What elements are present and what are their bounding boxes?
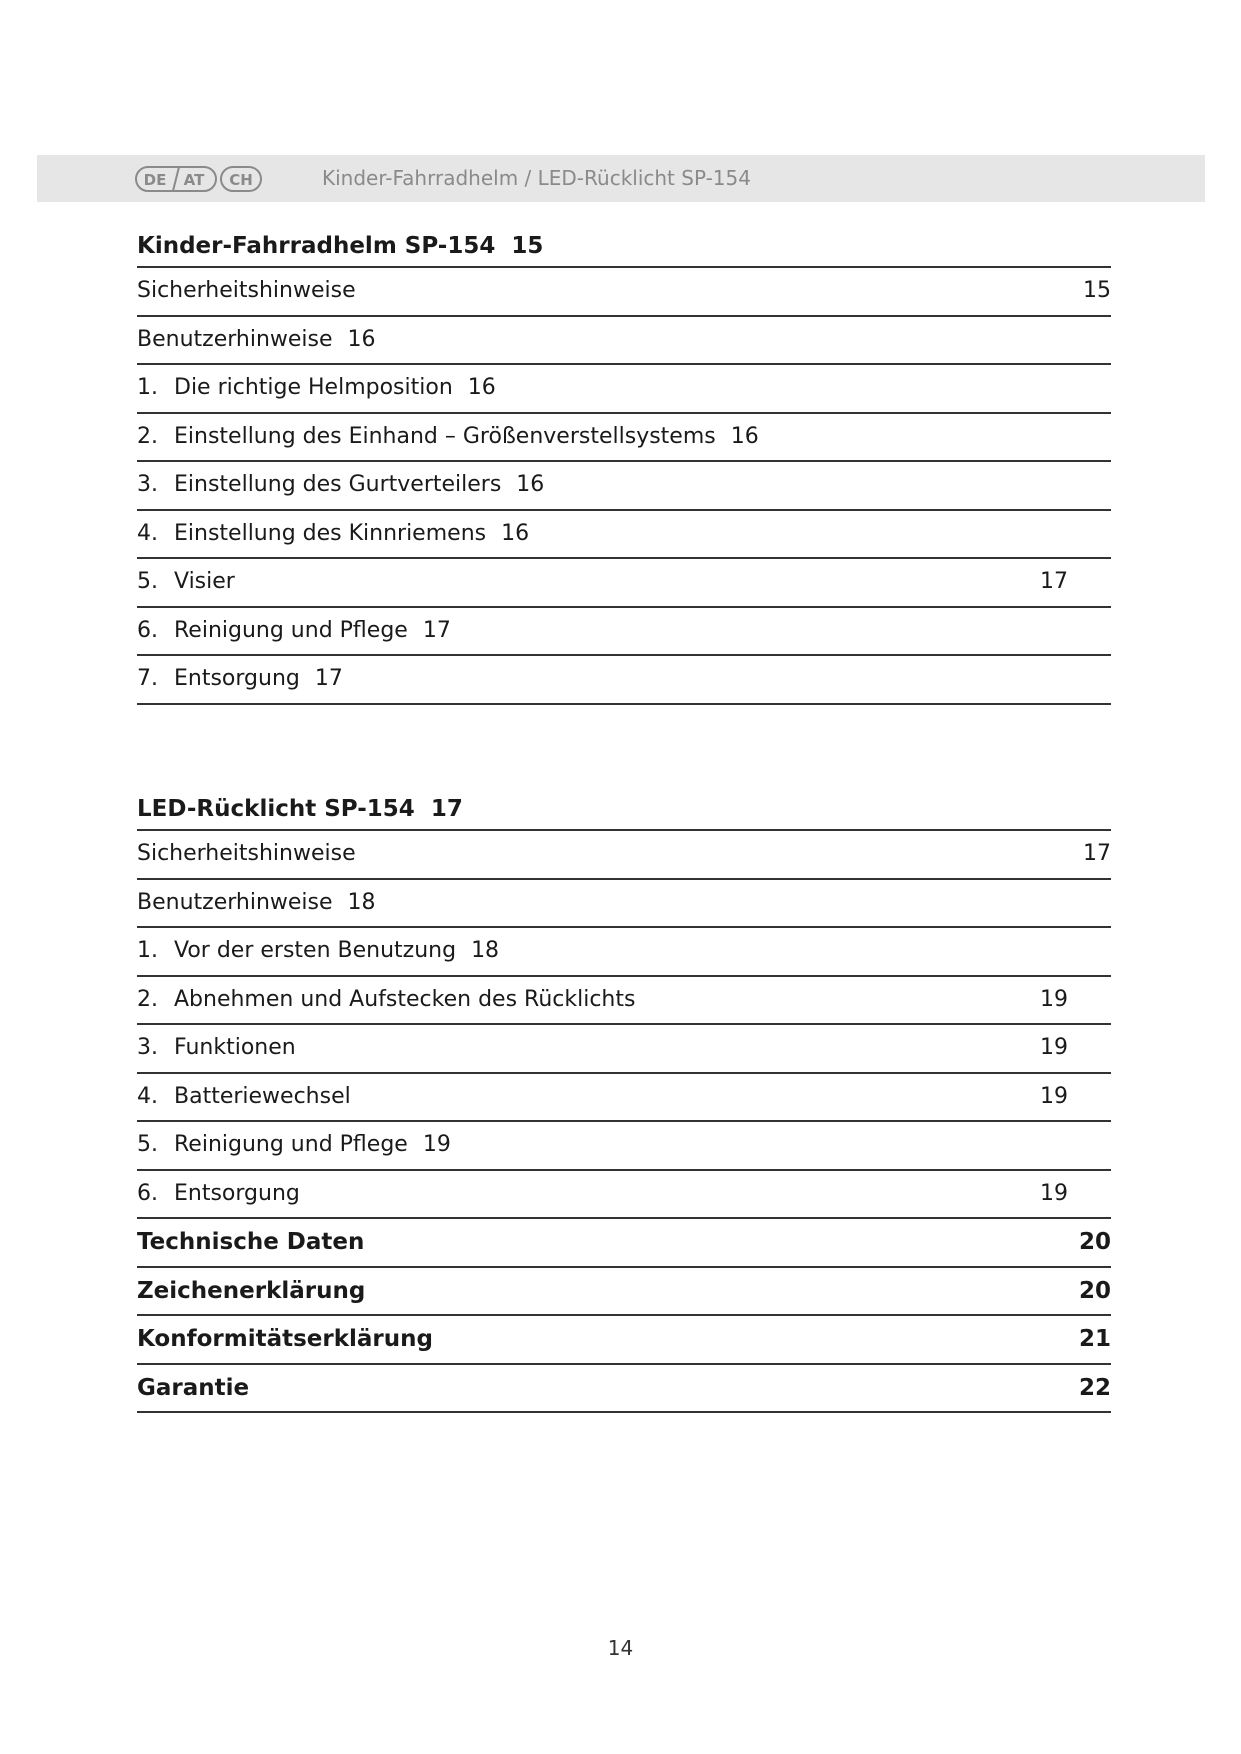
toc-entry[interactable] [137,608,1111,657]
entry-page: 16 [730,423,759,449]
entry-number: 7. [137,666,158,691]
toc-entry[interactable] [137,1074,1111,1123]
entry-page: 19 [422,1132,451,1157]
toc-entry[interactable] [137,511,1111,560]
entry-title: Einstellung des Einhand – Größenverstellsystems [174,423,716,449]
entry-page: 19 [1040,1035,1068,1060]
entry-number: 5. [137,1132,158,1157]
header-bar [37,155,1205,202]
entry-title: Vor der ersten Benutzung [174,938,457,963]
entry-page: 17 [1083,841,1111,866]
entry-title: Sicherheitshinweise [137,278,356,303]
entry-number: 5. [137,569,158,594]
badge-ch: CH [229,171,253,189]
entry-title: Abnehmen und Aufstecken des Rücklichts [174,986,636,1012]
toc-section-rearlight [137,785,1111,1413]
toc-entry-main[interactable] [137,1268,1111,1317]
entry-page: 16 [501,520,530,546]
toc-entry[interactable] [137,928,1111,977]
toc-entry-main[interactable] [137,1365,1111,1414]
entry-title: Benutzerhinweise [137,326,333,352]
entry-page: 21 [1078,1326,1111,1352]
toc-entry[interactable] [137,1122,1111,1171]
entry-page: 16 [467,375,496,400]
toc-entry[interactable] [137,365,1111,414]
toc-entry[interactable] [137,977,1111,1026]
entry-page: 17 [422,617,451,643]
entry-title: Entsorgung [174,666,300,691]
entry-page: 15 [1083,278,1111,303]
toc-entry[interactable] [137,1171,1111,1220]
section-title-page: 15 [511,233,544,259]
toc-entry[interactable] [137,268,1111,317]
section-title-page: 17 [430,796,463,822]
entry-number: 6. [137,617,158,643]
toc-entry[interactable] [137,462,1111,511]
entry-number: 1. [137,938,158,963]
entry-number: 2. [137,986,158,1012]
entry-number: 1. [137,375,158,400]
entry-title: Batteriewechsel [174,1083,351,1109]
entry-number: 3. [137,1035,158,1060]
entry-number: 3. [137,472,158,497]
entry-number: 2. [137,423,158,449]
entry-title: Funktionen [174,1035,296,1060]
entry-title: Technische Daten [137,1229,365,1255]
page-number: 14 [607,1636,634,1660]
country-badges [135,165,303,193]
entry-title: Garantie [137,1374,250,1401]
entry-title: Die richtige Helmposition [174,375,453,400]
toc-entry[interactable] [137,559,1111,608]
header-title: Kinder-Fahrradhelm / LED-Rücklicht SP-154 [322,166,751,190]
entry-page: 16 [516,472,545,497]
toc-entry[interactable] [137,317,1111,366]
entry-title: Entsorgung [174,1180,300,1206]
badge-de: DE [143,171,167,189]
entry-page: 19 [1040,986,1068,1012]
entry-number: 4. [137,1083,158,1109]
toc-entry-main[interactable] [137,1316,1111,1365]
entry-title: Einstellung des Kinnriemens [174,520,487,546]
entry-title: Reinigung und Pflege [174,1132,408,1157]
section-title-rearlight[interactable] [137,785,1111,831]
entry-page: 18 [471,938,500,963]
entry-page: 19 [1040,1083,1068,1109]
toc-section-helmet [137,222,1111,705]
section-title-text: LED-Rücklicht SP-154 [137,796,415,822]
entry-title: Visier [174,569,235,594]
entry-page: 16 [347,326,376,352]
entry-page: 20 [1078,1277,1111,1304]
entry-page: 20 [1078,1229,1111,1255]
entry-number: 6. [137,1180,158,1206]
section-title-text: Kinder-Fahrradhelm SP-154 [137,233,496,259]
entry-page: 18 [347,889,376,915]
toc-entry[interactable] [137,1025,1111,1074]
entry-page: 17 [1040,569,1068,594]
section-title-helmet[interactable] [137,222,1111,268]
toc-entry[interactable] [137,656,1111,705]
entry-title: Zeichenerklärung [137,1277,366,1304]
entry-title: Reinigung und Pflege [174,617,408,643]
entry-title: Konformitätserklärung [137,1326,433,1352]
badge-at: AT [183,171,205,189]
badge-divider [173,167,179,191]
toc-entry[interactable] [137,831,1111,880]
toc-entry[interactable] [137,414,1111,463]
toc-entry[interactable] [137,880,1111,929]
entry-page: 17 [314,666,343,691]
entry-title: Sicherheitshinweise [137,841,356,866]
entry-page: 22 [1078,1374,1111,1401]
entry-title: Benutzerhinweise [137,889,333,915]
entry-title: Einstellung des Gurtverteilers [174,472,502,497]
toc-entry-main[interactable] [137,1219,1111,1268]
entry-number: 4. [137,520,158,546]
entry-page: 19 [1040,1180,1068,1206]
